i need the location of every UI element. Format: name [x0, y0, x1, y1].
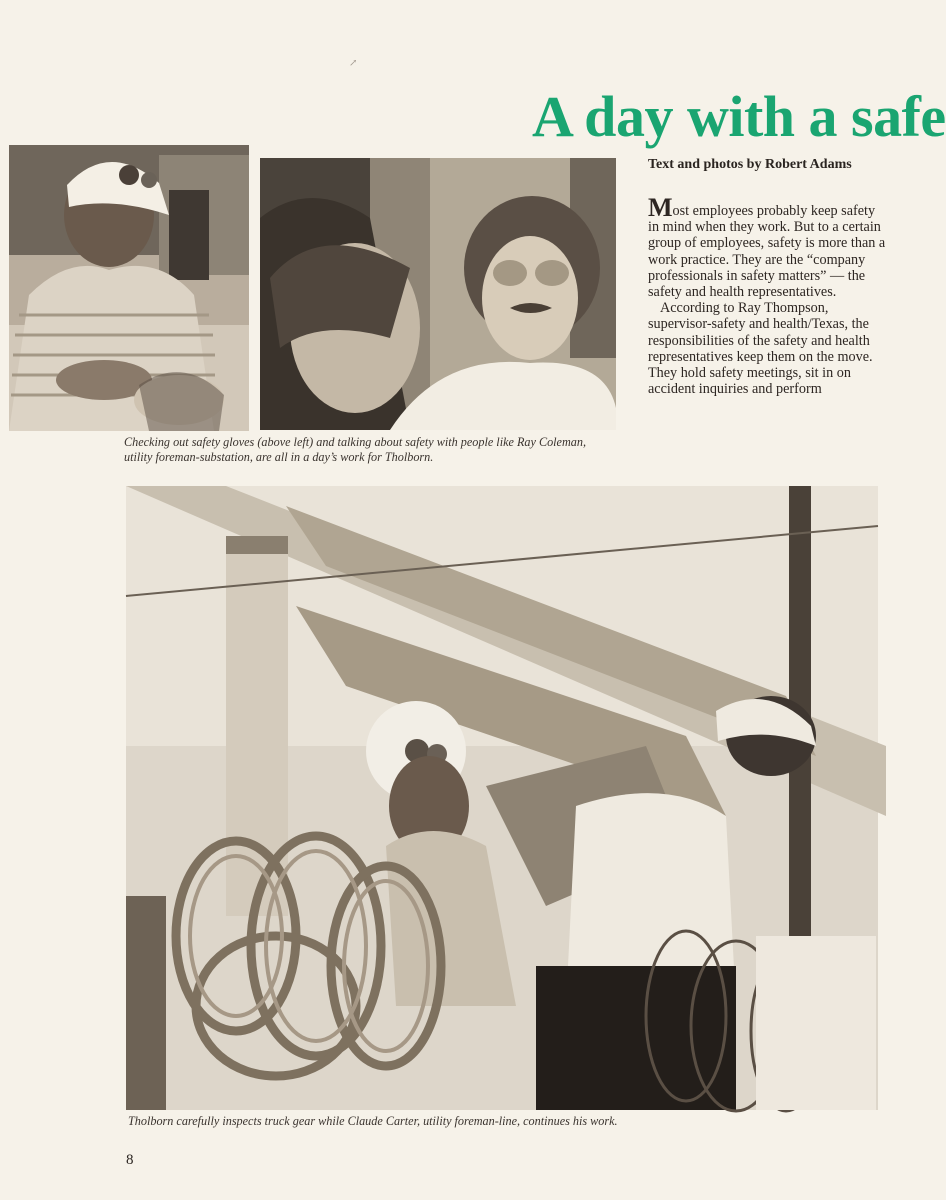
scan-mark: ↗	[349, 58, 358, 69]
page-number: 8	[126, 1152, 134, 1168]
photo-ray-coleman	[260, 158, 616, 430]
article-body	[648, 193, 886, 398]
paragraph-1-text: ost employees probably keep safety in mind when they work. But to a certain group of employees, safety is more than a work practice. They are the “company professionals in safety matters” — the safety and health representatives.	[648, 203, 886, 301]
caption-bottom-photo: Tholborn carefully inspects truck gear while Claude Carter, utility foreman-line, continues his work.	[128, 1114, 618, 1128]
paragraph-2: According to Ray Thompson, supervisor-safety and health/Texas, the responsibilities of the safety and health representatives keep them on the move. They hold safety meetings, sit in on accident inquiries and perform	[648, 300, 873, 398]
article-title: A day with a safe	[532, 84, 946, 149]
drop-cap: M	[648, 193, 673, 222]
photo-truck-gear	[126, 486, 878, 1110]
photo-gloves-inspection	[9, 145, 249, 431]
byline: Text and photos by Robert Adams	[648, 157, 852, 172]
paragraph-1	[648, 193, 886, 301]
caption-top-photos: Checking out safety gloves (above left) and talking about safety with people like Ray Coleman, utility foreman-substation, are all in a day’s work for Tholborn.	[124, 435, 586, 464]
